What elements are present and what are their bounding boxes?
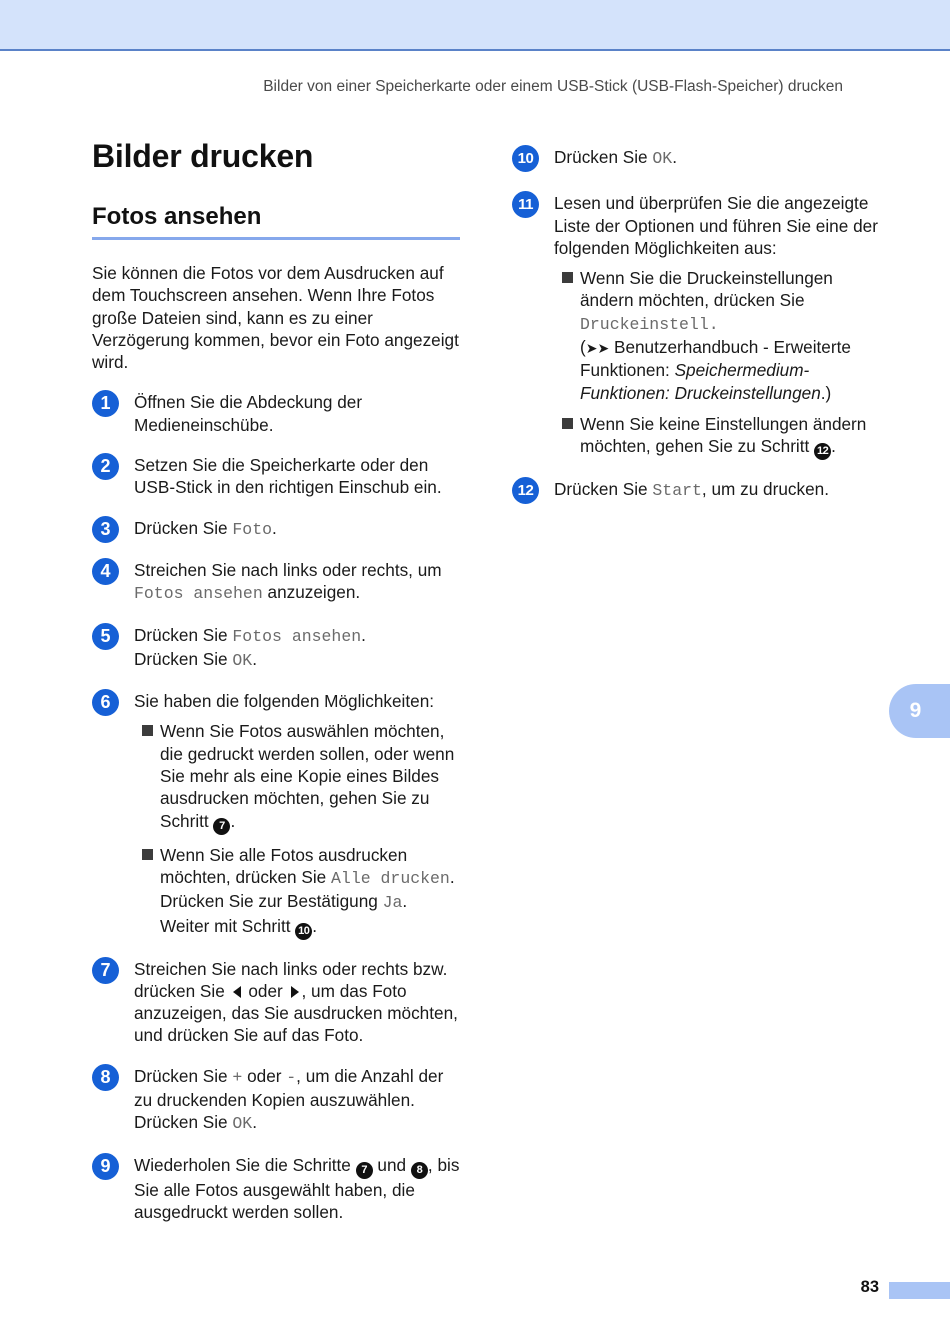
text-fragment: . <box>312 915 318 936</box>
square-bullet-icon <box>562 272 573 283</box>
square-bullet-icon <box>142 849 153 860</box>
text-fragment: , bis Sie alle Fotos ausgewählt haben, die ausgedruckt werden sollen. <box>134 1154 460 1222</box>
text-fragment: anzuzeigen. <box>262 582 361 603</box>
ui-label-ok: OK <box>652 149 673 168</box>
ui-label-fotos-ansehen: Fotos ansehen <box>134 584 263 604</box>
section-heading: Fotos ansehen <box>92 203 460 240</box>
step-text <box>134 958 460 1047</box>
step-number-badge: 1 <box>92 390 119 417</box>
step-text <box>134 624 460 673</box>
text-fragment: oder <box>243 980 288 1001</box>
page-title: Bilder drucken <box>92 138 314 174</box>
text-fragment: Drücken Sie <box>554 147 653 167</box>
step-11 <box>512 192 884 460</box>
double-arrow-icon: ➤➤ <box>585 340 610 357</box>
ui-label-start: Start <box>652 481 702 501</box>
step-2 <box>92 454 460 499</box>
text-fragment: . <box>252 648 257 669</box>
ui-label-ja: Ja <box>382 893 403 913</box>
step-6 <box>92 690 460 939</box>
step-reference-badge: 8 <box>411 1162 428 1179</box>
text-fragment: . Drücken Sie zur Bestätigung <box>160 866 455 912</box>
right-column <box>512 146 884 503</box>
text-fragment: Wenn Sie die Druckeinstellungen ändern möchten, drücken Sie <box>580 268 833 311</box>
header-band <box>0 0 950 51</box>
step-1 <box>92 391 460 436</box>
text-fragment: . <box>272 517 277 538</box>
running-header: Bilder von einer Speicherkarte oder einem USB-Stick (USB-Flash-Speicher) drucken <box>263 78 843 95</box>
step-number-badge: 7 <box>92 957 119 984</box>
text-fragment: Benutzerhandbuch - Erweiterte Funktionen: <box>580 337 851 381</box>
ui-label-fotos-ansehen: Fotos ansehen <box>232 626 362 646</box>
option-item <box>554 413 884 460</box>
option-list <box>134 720 460 939</box>
option-text <box>160 720 460 834</box>
step-10 <box>512 146 884 170</box>
option-text <box>160 844 460 940</box>
text-fragment: Drücken Sie <box>134 648 233 669</box>
step-text <box>554 146 884 170</box>
text-fragment: Wenn Sie Fotos auswählen möchten, die gedruckt werden sollen, oder wenn Sie mehr als eine Kopie eines Bildes ausdrucken möchten, gehen Sie zu Schritt <box>160 721 455 831</box>
text-fragment: Drücken Sie <box>134 624 233 645</box>
left-column <box>92 138 460 1223</box>
text-fragment: . <box>831 436 836 457</box>
text-fragment: Streichen Sie nach links oder rechts bzw. drücken Sie <box>134 958 448 1001</box>
step-text <box>134 559 460 606</box>
ui-label-alle-drucken: Alle drucken <box>331 868 450 888</box>
step-number-badge: 8 <box>92 1064 119 1091</box>
ui-label-foto: Foto <box>232 519 273 539</box>
option-list <box>554 267 884 460</box>
option-text <box>580 413 884 460</box>
step-text: Lesen und überprüfen Sie die angezeigte Liste der Optionen und führen Sie eine der folgenden Möglichkeiten aus: <box>554 193 878 258</box>
text-fragment: . Weiter mit Schritt <box>160 891 408 936</box>
step-number-badge: 2 <box>92 453 119 480</box>
step-text <box>134 1065 460 1136</box>
text-fragment: . <box>252 1112 257 1133</box>
text-fragment: .) <box>820 382 832 403</box>
step-text <box>134 1154 460 1224</box>
step-reference-badge: 10 <box>295 923 312 940</box>
manual-reference: Speichermedium-Funktionen: Druckeinstellungen <box>580 360 821 403</box>
text-fragment: , um das Foto anzuzeigen, das Sie ausdrucken möchten, und drücken Sie auf das Foto. <box>134 980 458 1046</box>
text-fragment: . <box>361 624 366 645</box>
intro-paragraph: Sie können die Fotos vor dem Ausdrucken auf dem Touchscreen ansehen. Wenn Ihre Fotos große Dateien sind, kann es zu einer Verzögerung kommen, bevor ein Foto angezeigt wird. <box>92 263 459 373</box>
step-text <box>554 478 884 502</box>
step-number-badge: 9 <box>92 1153 119 1180</box>
option-item <box>134 844 460 940</box>
step-number-badge: 11 <box>512 191 539 218</box>
text-fragment: Streichen Sie nach links oder rechts, um <box>134 559 442 580</box>
text-fragment: Drücken Sie <box>134 1112 233 1133</box>
text-fragment: . <box>672 147 677 167</box>
option-text <box>580 267 884 404</box>
ui-label-ok: OK <box>232 650 253 670</box>
step-text: Setzen Sie die Speicherkarte oder den USB-Stick in den richtigen Einschub ein. <box>134 455 442 498</box>
text-fragment: , um die Anzahl der zu druckenden Kopien auszuwählen. <box>134 1065 444 1111</box>
step-number-badge: 10 <box>512 145 539 172</box>
page-number-bar <box>889 1282 950 1299</box>
square-bullet-icon <box>142 725 153 736</box>
text-fragment: , um zu drucken. <box>701 479 829 500</box>
ui-label-ok: OK <box>232 1114 253 1134</box>
step-reference-badge: 7 <box>213 818 230 835</box>
ui-label-minus: - <box>286 1067 297 1087</box>
step-4 <box>92 559 460 606</box>
step-text: Öffnen Sie die Abdeckung der Medieneinschübe. <box>134 392 363 435</box>
step-text <box>134 517 460 541</box>
option-item <box>554 267 884 404</box>
text-fragment: . <box>230 810 236 831</box>
step-reference-badge: 7 <box>356 1162 373 1179</box>
right-arrow-icon <box>291 986 299 998</box>
step-8 <box>92 1065 460 1136</box>
step-3 <box>92 517 460 541</box>
page-number: 83 <box>860 1278 879 1296</box>
step-7 <box>92 958 460 1047</box>
step-number-badge: 6 <box>92 689 119 716</box>
step-number-badge: 4 <box>92 558 119 585</box>
text-fragment: Drücken Sie <box>134 517 233 538</box>
text-fragment: und <box>372 1154 411 1175</box>
text-fragment: Wiederholen Sie die Schritte <box>134 1154 356 1175</box>
option-item <box>134 720 460 834</box>
text-fragment: oder <box>242 1065 287 1086</box>
step-reference-badge: 12 <box>814 443 831 460</box>
step-number-badge: 5 <box>92 623 119 650</box>
left-arrow-icon <box>233 986 241 998</box>
text-fragment: Wenn Sie keine Einstellungen ändern möchten, gehen Sie zu Schritt <box>580 413 867 457</box>
step-9 <box>92 1154 460 1224</box>
step-5 <box>92 624 460 673</box>
text-fragment: Drücken Sie <box>134 1065 233 1086</box>
chapter-tab: 9 <box>889 684 950 738</box>
step-12 <box>512 478 884 502</box>
ui-label-plus: + <box>232 1067 243 1087</box>
text-fragment: Wenn Sie alle Fotos ausdrucken möchten, drücken Sie <box>160 844 408 887</box>
text-fragment: ( <box>580 337 586 358</box>
square-bullet-icon <box>562 418 573 429</box>
step-number-badge: 3 <box>92 516 119 543</box>
step-text: Sie haben die folgenden Möglichkeiten: <box>134 691 435 712</box>
ui-label-druckeinstell: Druckeinstell. <box>580 314 719 334</box>
text-fragment: Drücken Sie <box>554 479 653 500</box>
step-number-badge: 12 <box>512 477 539 504</box>
